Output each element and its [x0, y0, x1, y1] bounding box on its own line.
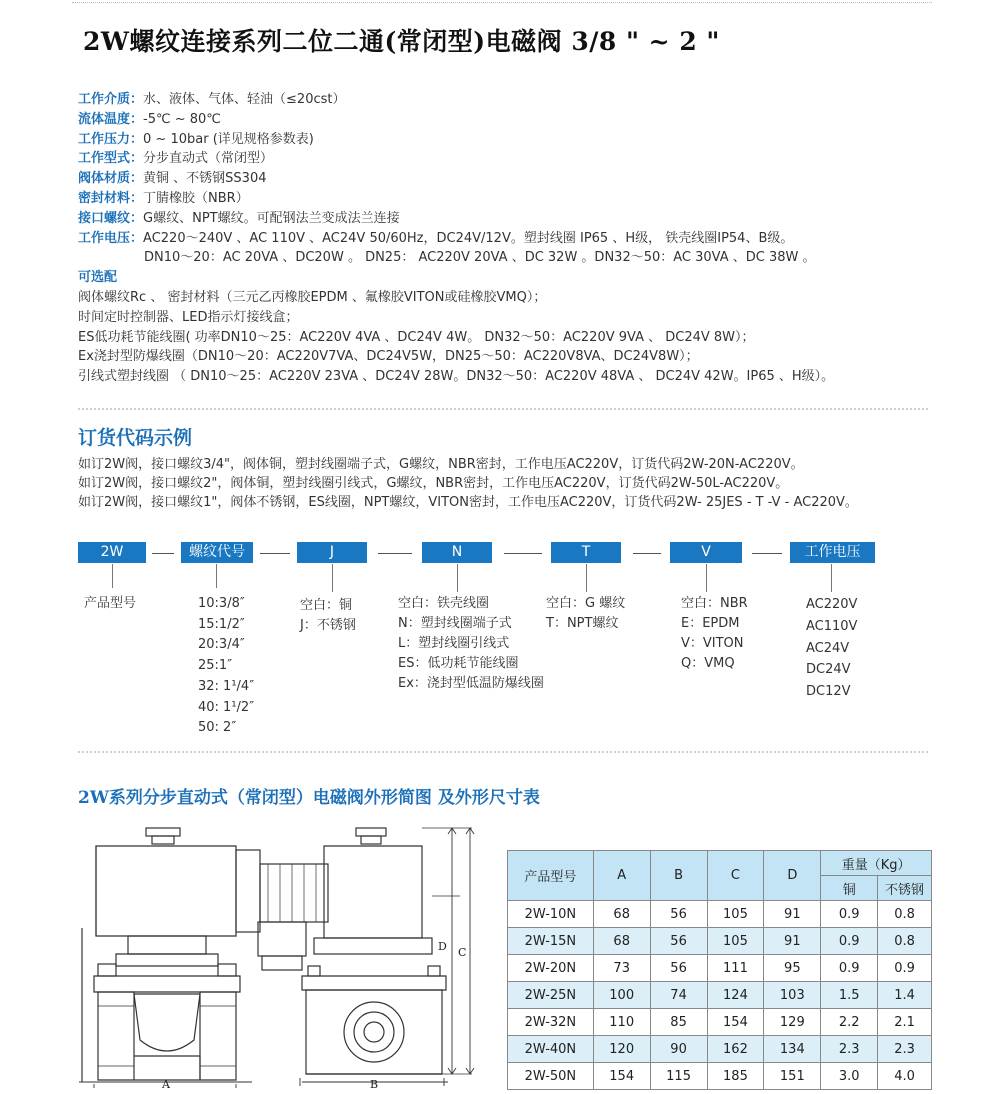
table-row: [508, 901, 932, 928]
code-option: 空白：铜: [300, 598, 353, 613]
cell: 0.9: [821, 928, 878, 955]
table-row: [508, 1063, 932, 1090]
code-option: 32: 1¹/4″: [198, 678, 255, 694]
header-a: A: [593, 851, 650, 901]
code-option: 40: 1¹/2″: [198, 699, 255, 715]
code-option: 50: 2″: [198, 720, 237, 736]
connector-line: [706, 564, 707, 592]
code-option: DC12V: [806, 684, 851, 700]
top-divider: [72, 2, 932, 3]
cell: 68: [593, 928, 650, 955]
header-c: C: [707, 851, 764, 901]
code-box-voltage: 工作电压: [790, 542, 875, 563]
table-row: [508, 1009, 932, 1036]
table-row: [508, 1036, 932, 1063]
section-divider: [78, 751, 928, 753]
cell: 2.3: [821, 1036, 878, 1063]
cell: 73: [593, 955, 650, 982]
code-option: 空白：铁壳线圈: [398, 596, 490, 611]
spec-row: 接口螺纹：G螺纹、NPT螺纹。可配钢法兰变成法兰连接: [78, 210, 400, 226]
code-dash: [152, 553, 174, 554]
code-dash: [378, 553, 412, 554]
cell: 4.0: [878, 1063, 932, 1090]
code-box-model: 2W: [78, 542, 146, 563]
cell: 56: [650, 955, 707, 982]
dimension-label-b: B: [370, 1078, 379, 1090]
optional-line: 引线式塑封线圈 （ DN10～25：AC220V 23VA 、DC24V 28W。DN32～50：AC220V 48VA 、 DC24V 42W。IP65 、H级）。: [78, 369, 835, 385]
code-option: 25:1″: [198, 658, 233, 674]
cell: 105: [707, 901, 764, 928]
drawing-section-title: 2W系列分步直动式（常闭型）电磁阀外形简图 及外形尺寸表: [78, 788, 540, 808]
spec-row: 流体温度：-5℃ ~ 80℃: [78, 111, 221, 127]
cell: 185: [707, 1063, 764, 1090]
spec-label: 工作压力: [78, 131, 131, 147]
cell: 1.5: [821, 982, 878, 1009]
code-box-port: T: [551, 542, 621, 563]
code-column-model: [84, 594, 136, 614]
code-option: 15:1/2″: [198, 616, 245, 632]
cell: 103: [764, 982, 821, 1009]
optional-title: 可选配: [78, 270, 118, 286]
connector-line: [216, 564, 217, 588]
code-option: N：塑封线圈端子式: [398, 616, 512, 631]
cell: 2.3: [878, 1036, 932, 1063]
code-dash: [752, 553, 782, 554]
cell: 134: [764, 1036, 821, 1063]
code-option: AC24V: [806, 640, 850, 656]
header-d: D: [764, 851, 821, 901]
cell: 151: [764, 1063, 821, 1090]
cell: 95: [764, 955, 821, 982]
header-model: 产品型号: [508, 851, 594, 901]
spec-label: 工作电压: [78, 230, 131, 246]
code-option: ES：低功耗节能线圈: [398, 656, 519, 671]
code-option: T：NPT螺纹: [546, 616, 619, 631]
code-option: Ex：浇封型低温防爆线圈: [398, 676, 544, 691]
spec-value: AC220～240V 、AC 110V 、AC24V 50/60Hz，DC24V/12V。塑封线圈 IP65 、H级， 铁壳线圈IP54、B级。: [143, 230, 794, 246]
cell: 2W-50N: [508, 1063, 594, 1090]
code-dash: [260, 553, 290, 554]
spec-row: 工作型式：分步直动式（常闭型）: [78, 151, 274, 167]
cell: 0.8: [878, 901, 932, 928]
header-weight: 重量（Kg）: [821, 851, 932, 876]
header-copper: 铜: [821, 876, 878, 901]
cell: 2.2: [821, 1009, 878, 1036]
spec-label: 工作介质: [78, 92, 131, 107]
header-b: B: [650, 851, 707, 901]
code-column-voltage: [806, 594, 857, 703]
cell: 154: [707, 1009, 764, 1036]
cell: 0.9: [821, 955, 878, 982]
cell: 91: [764, 928, 821, 955]
table-row: [508, 982, 932, 1009]
code-column-seal: [681, 594, 748, 674]
cell: 162: [707, 1036, 764, 1063]
cell: 100: [593, 982, 650, 1009]
cell: 2W-25N: [508, 982, 594, 1009]
cell: 111: [707, 955, 764, 982]
cell: 124: [707, 982, 764, 1009]
code-box-thread: 螺纹代号: [181, 542, 253, 563]
code-option: 20:3/4″: [198, 637, 245, 653]
dimension-label-a: A: [162, 1078, 170, 1090]
section-divider: [78, 408, 928, 410]
cell: 56: [650, 928, 707, 955]
cell: 3.0: [821, 1063, 878, 1090]
order-examples: [78, 455, 858, 512]
code-dash: [633, 553, 661, 554]
connector-line: [332, 564, 333, 592]
cell: 68: [593, 901, 650, 928]
spec-label: 工作型式: [78, 151, 131, 167]
cell: 2W-20N: [508, 955, 594, 982]
dimension-label-d: D: [438, 940, 447, 953]
code-column-body: [300, 596, 356, 636]
code-dash: [504, 553, 542, 554]
spec-label: 阀体材质: [78, 171, 131, 187]
dimension-table: [507, 850, 932, 1090]
cell: 110: [593, 1009, 650, 1036]
table-row: [508, 928, 932, 955]
cell: 74: [650, 982, 707, 1009]
spec-row: 工作压力：0 ~ 10bar (详见规格参数表): [78, 131, 314, 147]
spec-value: 分步直动式（常闭型）: [143, 151, 274, 167]
spec-label: 密封材料: [78, 190, 131, 206]
connector-line: [831, 564, 832, 592]
optional-line: Ex浇封型防爆线圈（DN10～20：AC220V7VA、DC24V5W，DN25～50：AC220V8VA、DC24V8W）；: [78, 349, 699, 365]
cell: 115: [650, 1063, 707, 1090]
connector-line: [457, 564, 458, 592]
code-option: 10:3/8″: [198, 596, 245, 611]
optional-line: 时间定时控制器、LED指示灯接线盒；: [78, 309, 299, 325]
code-option: AC110V: [806, 618, 858, 634]
cell: 2W-40N: [508, 1036, 594, 1063]
code-column-thread: [198, 594, 254, 739]
code-option: AC220V: [806, 597, 858, 612]
cell: 85: [650, 1009, 707, 1036]
code-option: 空白：NBR: [681, 596, 748, 611]
cell: 2W-32N: [508, 1009, 594, 1036]
valve-outline-drawing: [76, 826, 486, 1090]
order-example: 如订2W阀，接口螺纹3/4"，阀体铜，塑封线圈端子式，G螺纹，NBR密封，工作电压AC220V，订货代码2W-20N-AC220V。: [78, 457, 804, 472]
valve-side-view: [300, 828, 474, 1086]
dimension-label-c: C: [458, 946, 467, 959]
cell: 0.9: [878, 955, 932, 982]
code-box-seal: V: [670, 542, 742, 563]
spec-row: 工作介质：水、液体、气体、轻油（≤20cst）: [78, 92, 346, 107]
code-option: Q：VMQ: [681, 656, 735, 671]
cell: 2.1: [878, 1009, 932, 1036]
code-column-coil: [398, 594, 544, 694]
cell: 56: [650, 901, 707, 928]
code-option: DC24V: [806, 662, 851, 678]
connector-line: [112, 564, 113, 588]
code-option: E：EPDM: [681, 616, 740, 631]
table-row: [508, 955, 932, 982]
code-option: 产品型号: [84, 596, 137, 611]
spec-row: 阀体材质：黄铜 、不锈钢SS304: [78, 171, 267, 187]
optional-line: ES低功耗节能线圈( 功率DN10～25：AC220V 4VA 、DC24V 4W。 DN32～50：AC220V 9VA 、 DC24V 8W）；: [78, 329, 755, 345]
code-box-body: J: [297, 542, 367, 563]
cell: 154: [593, 1063, 650, 1090]
cell: 105: [707, 928, 764, 955]
code-option: 空白：G 螺纹: [546, 596, 626, 611]
spec-value: G螺纹、NPT螺纹。可配钢法兰变成法兰连接: [143, 210, 400, 226]
code-option: V：VITON: [681, 636, 744, 651]
spec-value: 丁腈橡胶（NBR）: [143, 190, 249, 206]
order-section-title: 订货代码示例: [78, 427, 193, 449]
spec-value: -5℃ ~ 80℃: [143, 111, 221, 127]
spec-list: [78, 90, 834, 387]
spec-label: 接口螺纹: [78, 210, 131, 226]
connector-line: [586, 564, 587, 592]
spec-value: 黄铜 、不锈钢SS304: [143, 171, 267, 187]
cell: 129: [764, 1009, 821, 1036]
cell: 0.8: [878, 928, 932, 955]
page-title: 2W螺纹连接系列二位二通(常闭型)电磁阀 3/8 " ~ 2 ": [83, 27, 720, 56]
spec-value: 0 ~ 10bar (详见规格参数表): [143, 131, 314, 147]
header-steel: 不锈钢: [878, 876, 932, 901]
code-option: L：塑封线圈引线式: [398, 636, 510, 651]
cell: 91: [764, 901, 821, 928]
spec-label: 流体温度: [78, 111, 131, 127]
cell: 120: [593, 1036, 650, 1063]
code-option: J：不锈钢: [300, 618, 356, 633]
cell: 2W-10N: [508, 901, 594, 928]
spec-row: 密封材料：丁腈橡胶（NBR）: [78, 190, 249, 206]
voltage-detail: DN10～20：AC 20VA 、DC20W 。 DN25： AC220V 20VA 、DC 32W 。DN32～50：AC 30VA 、DC 38W 。: [144, 250, 816, 266]
optional-line: 阀体螺纹Rc 、 密封材料（三元乙丙橡胶EPDM 、氟橡胶VITON或硅橡胶VMQ）；: [78, 289, 547, 305]
order-example: 如订2W阀，接口螺纹2"，阀体铜，塑封线圈引线式，G螺纹，NBR密封，工作电压AC220V，订货代码2W-50L-AC220V。: [78, 476, 789, 491]
order-example: 如订2W阀，接口螺纹1"，阀体不锈钢，ES线圈，NPT螺纹，VITON密封，工作电压AC220V，订货代码2W- 25JES - T -V - AC220V。: [78, 495, 858, 510]
spec-value: 水、液体、气体、轻油（≤20cst）: [143, 92, 346, 107]
valve-front-view: [79, 828, 328, 1088]
code-column-port: [546, 594, 625, 634]
spec-row: 工作电压：AC220～240V 、AC 110V 、AC24V 50/60Hz，DC24V/12V。塑封线圈 IP65 、H级， 铁壳线圈IP54、B级。: [78, 230, 794, 246]
cell: 2W-15N: [508, 928, 594, 955]
code-box-coil: N: [422, 542, 492, 563]
cell: 0.9: [821, 901, 878, 928]
cell: 1.4: [878, 982, 932, 1009]
cell: 90: [650, 1036, 707, 1063]
